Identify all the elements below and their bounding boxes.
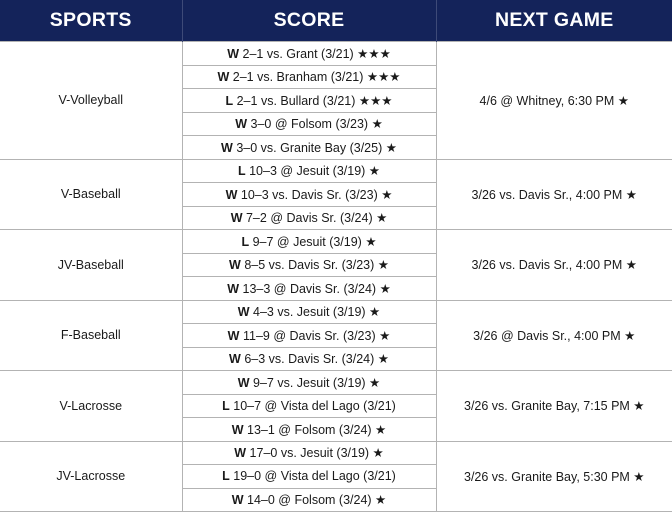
table-row xyxy=(0,371,672,395)
game-result: W xyxy=(221,140,233,155)
game-detail: 2–1 vs. Grant (3/21) ★★★ xyxy=(242,46,391,61)
sport-name-f-baseball: F-Baseball xyxy=(0,300,182,371)
game-result: W xyxy=(231,422,244,437)
next-game-jv-lacrosse: 3/26 vs. Granite Bay, 5:30 PM ★ xyxy=(436,441,672,512)
score-cell xyxy=(182,136,436,160)
game-detail: 9–7 vs. Jesuit (3/19) ★ xyxy=(253,375,381,390)
sport-name-v-volleyball: V-Volleyball xyxy=(0,42,182,160)
game-detail: 11–9 @ Davis Sr. (3/23) ★ xyxy=(242,328,391,343)
game-result: W xyxy=(235,117,248,132)
score-cell xyxy=(182,347,436,371)
game-detail: 9–7 @ Jesuit (3/19) ★ xyxy=(252,234,377,249)
game-detail: 13–3 @ Davis Sr. (3/24) ★ xyxy=(242,281,391,296)
game-result: L xyxy=(237,164,246,179)
game-result: W xyxy=(217,70,230,85)
sport-name-v-lacrosse: V-Lacrosse xyxy=(0,371,182,442)
score-cell xyxy=(182,300,436,324)
table-body xyxy=(0,42,672,512)
game-detail: 19–0 @ Vista del Lago (3/21) xyxy=(233,469,396,484)
score-cell xyxy=(182,253,436,277)
next-game-v-volleyball: 4/6 @ Whitney, 6:30 PM ★ xyxy=(436,42,672,160)
game-result: W xyxy=(234,446,247,461)
game-result: L xyxy=(222,469,230,484)
table-row xyxy=(0,159,672,183)
game-detail: 17–0 vs. Jesuit (3/19) ★ xyxy=(249,446,384,461)
score-cell xyxy=(182,65,436,89)
game-result: W xyxy=(225,187,238,202)
game-detail: 3–0 vs. Granite Bay (3/25) ★ xyxy=(236,140,397,155)
score-cell xyxy=(182,465,436,489)
score-cell xyxy=(182,159,436,183)
score-cell xyxy=(182,42,436,66)
score-cell xyxy=(182,206,436,230)
score-cell xyxy=(182,418,436,442)
sport-name-jv-lacrosse: JV-Lacrosse xyxy=(0,441,182,512)
game-detail: 6–3 vs. Davis Sr. (3/24) ★ xyxy=(244,352,389,367)
next-game-v-baseball: 3/26 vs. Davis Sr., 4:00 PM ★ xyxy=(436,159,672,230)
next-game-jv-baseball: 3/26 vs. Davis Sr., 4:00 PM ★ xyxy=(436,230,672,301)
score-cell xyxy=(182,112,436,136)
game-result: L xyxy=(241,234,250,249)
table-row xyxy=(0,441,672,465)
game-detail: 2–1 vs. Bullard (3/21) ★★★ xyxy=(236,93,393,108)
game-detail: 3–0 @ Folsom (3/23) ★ xyxy=(250,117,383,132)
game-result: L xyxy=(222,398,230,413)
score-cell xyxy=(182,277,436,301)
game-result: W xyxy=(230,211,243,226)
header-next-game: NEXT GAME xyxy=(436,0,672,42)
game-detail: 2–1 vs. Branham (3/21) ★★★ xyxy=(232,70,401,85)
header-sports: SPORTS xyxy=(0,0,182,42)
game-detail: 10–3 @ Jesuit (3/19) ★ xyxy=(249,164,381,179)
game-detail: 13–1 @ Folsom (3/24) ★ xyxy=(247,422,387,437)
header-score: SCORE xyxy=(182,0,436,42)
game-detail: 7–2 @ Davis Sr. (3/24) ★ xyxy=(245,211,388,226)
table-row xyxy=(0,230,672,254)
next-game-f-baseball: 3/26 @ Davis Sr., 4:00 PM ★ xyxy=(436,300,672,371)
game-detail: 14–0 @ Folsom (3/24) ★ xyxy=(247,493,387,508)
game-result: W xyxy=(237,375,250,390)
score-cell xyxy=(182,89,436,113)
score-cell xyxy=(182,371,436,395)
game-result: W xyxy=(237,305,250,320)
game-result: W xyxy=(231,493,244,508)
header-row xyxy=(0,0,672,42)
game-detail: 4–3 vs. Jesuit (3/19) ★ xyxy=(253,305,381,320)
score-cell xyxy=(182,230,436,254)
table-row xyxy=(0,42,672,66)
score-cell xyxy=(182,183,436,207)
table-row xyxy=(0,300,672,324)
game-result: W xyxy=(227,328,240,343)
sport-name-v-baseball: V-Baseball xyxy=(0,159,182,230)
game-result: W xyxy=(227,46,240,61)
score-cell xyxy=(182,488,436,512)
next-game-v-lacrosse: 3/26 vs. Granite Bay, 7:15 PM ★ xyxy=(436,371,672,442)
game-detail: 8–5 vs. Davis Sr. (3/23) ★ xyxy=(244,258,389,273)
game-detail: 10–3 vs. Davis Sr. (3/23) ★ xyxy=(240,187,393,202)
game-detail: 10–7 @ Vista del Lago (3/21) xyxy=(233,398,396,413)
score-cell xyxy=(182,324,436,348)
score-cell xyxy=(182,441,436,465)
sport-name-jv-baseball: JV-Baseball xyxy=(0,230,182,301)
score-cell xyxy=(182,394,436,418)
game-result: W xyxy=(229,258,241,273)
game-result: L xyxy=(225,93,234,108)
game-result: W xyxy=(229,352,241,367)
game-result: W xyxy=(227,281,240,296)
